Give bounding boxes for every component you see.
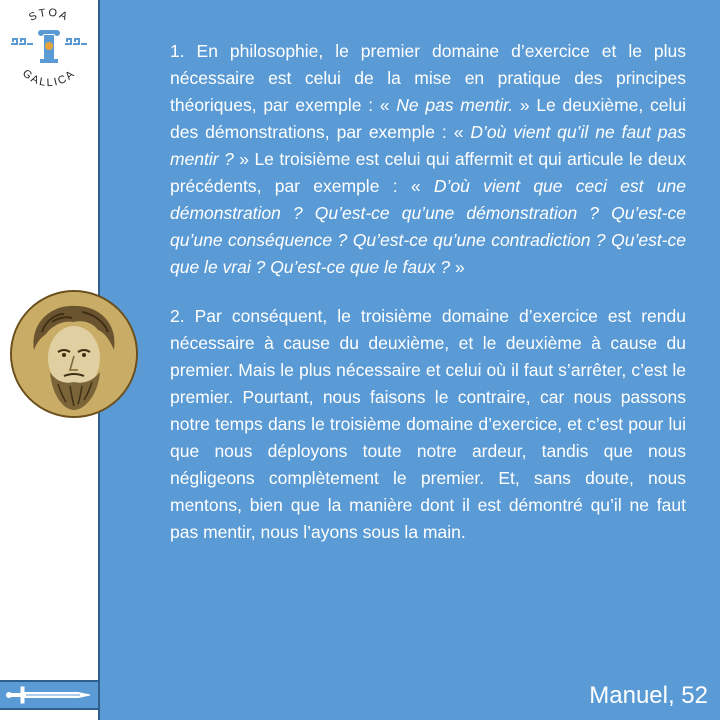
paragraph-1-italic-c: D’où vient que ceci est une démonstration ? Qu’est-ce qu’une démonstration ? Qu’est-ce qu’une conséquence ? Qu’est-ce qu’une contradiction ? Qu’est-ce que le vrai ? Qu’est-ce que le faux ? [170,176,686,277]
paragraph-1-text-a: 1. En philosophie, le premier domaine d’exercice et le plus nécessaire est celui de la mise en pratique des principes théoriques, par exemple : « [170,41,686,115]
paragraph-1-text-b: » Le deuxième, celui des démonstrations, par exemple : « [170,95,686,142]
svg-text:STOA [27,7,71,24]
sword-banner [0,680,98,710]
philosopher-portrait [10,290,138,418]
source-citation: Manuel, 52 [589,682,708,709]
svg-text:GALLICA [20,67,78,89]
paragraph-1 [170,38,686,281]
paragraph-2: 2. Par conséquent, le troisième domaine d’exercice est rendu nécessaire à cause du deuxième, et le deuxième à cause du premier. Mais le plus nécessaire et celui où il faut s’arrêter, c’est le premier. Pourtant, nous faisons le contraire, car nous passons notre temps dans le troisième domaine d’exercice, et c’est pour lui que nous déployons toute notre ardeur, tandis que nous négligeons complètement le premier. Et, sans doute, nous mentons, bien que la manière dont il est démontré qu’il ne faut pas mentir, nous l’ayons sous la main. [170,306,686,542]
paragraph-1-italic-b: D’où vient qu’il ne faut pas mentir ? [170,122,686,169]
logo-top-text: STOA [27,6,71,24]
paragraph-1-text-c: » Le troisième est celui qui affermit et qui articule le deux précédents, par exemple : « [170,149,687,196]
stoa-gallica-logo [3,4,95,92]
paragraph-1-text-d: » [450,257,465,277]
logo-bottom-text: GALLICA [19,67,79,90]
paragraph-1-italic-a: Ne pas mentir. [396,95,514,115]
quote-text [170,38,686,546]
